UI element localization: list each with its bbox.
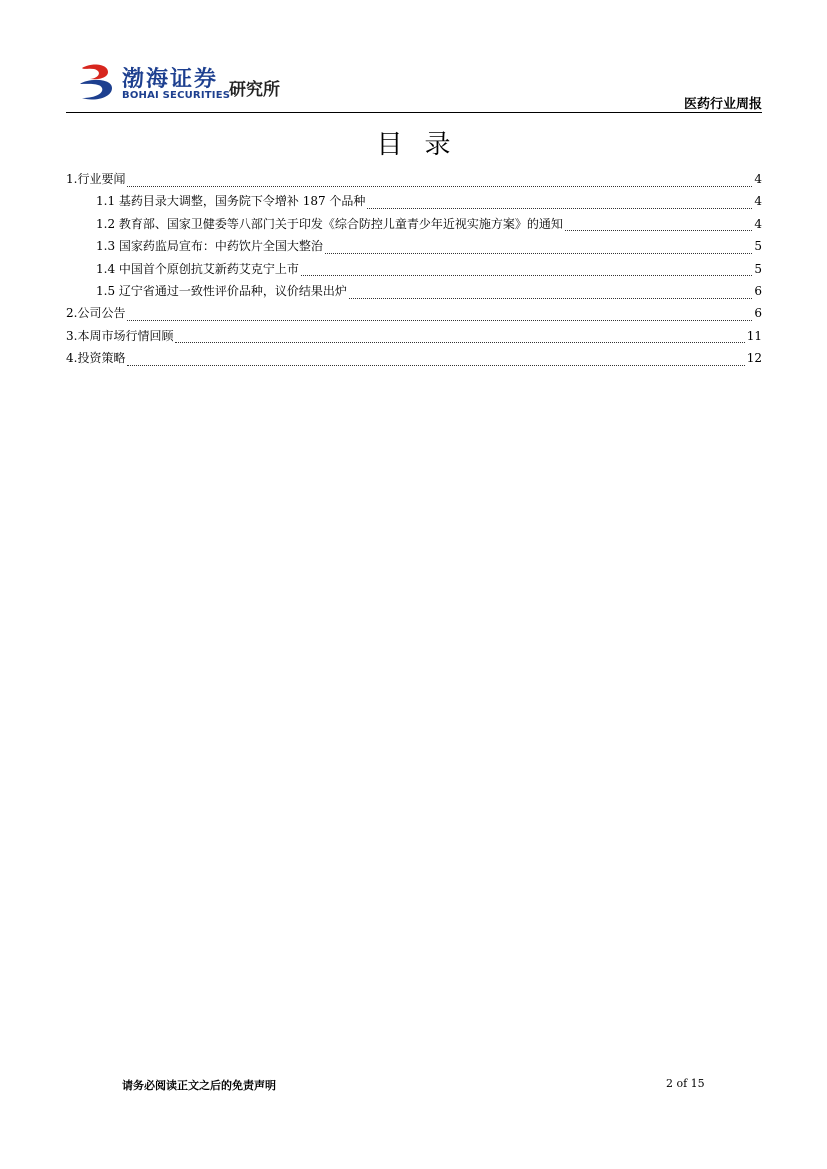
toc-entry[interactable] [66, 258, 762, 280]
toc-entry-page[interactable]: 4 [754, 194, 762, 209]
toc-entry[interactable] [66, 325, 762, 347]
page-indicator: 2 of 15 [666, 1077, 705, 1090]
toc-leader-dots [349, 286, 752, 299]
toc-entry[interactable] [66, 213, 762, 235]
logo-subtitle: 研究所 [229, 80, 280, 100]
page-title: 目录 [376, 130, 473, 160]
toc-entry-page[interactable]: 6 [754, 306, 762, 321]
toc-entry[interactable] [66, 168, 762, 190]
toc-entry[interactable] [66, 347, 762, 369]
toc-entry[interactable] [66, 190, 762, 212]
toc-entry-label[interactable]: 4.投资策略 [66, 351, 126, 366]
toc-entry-label[interactable]: 1.行业要闻 [66, 172, 126, 186]
header-divider [66, 112, 762, 113]
toc-entry[interactable] [66, 235, 762, 257]
bohai-logo-icon [78, 62, 114, 102]
toc-entry-page[interactable]: 6 [754, 283, 762, 298]
toc-entry-page[interactable]: 4 [754, 172, 762, 186]
toc-entry-label[interactable]: 1.2 教育部、国家卫健委等八部门关于印发《综合防控儿童青少年近视实施方案》的通知 [96, 216, 563, 231]
logo-english-name: BOHAI SECURITIES [122, 90, 231, 101]
toc-entry[interactable] [66, 280, 762, 302]
report-type: 医药行业周报 [683, 97, 762, 112]
logo-chinese-name: 渤海证券 [122, 66, 219, 92]
toc-leader-dots [325, 241, 752, 254]
toc-entry-label[interactable]: 1.3 国家药监局宣布：中药饮片全国大整治 [96, 239, 323, 254]
toc-entry-page[interactable]: 5 [754, 261, 762, 276]
toc-leader-dots [301, 263, 752, 276]
toc-leader-dots [367, 196, 752, 209]
toc-leader-dots [127, 353, 744, 366]
page-header [66, 60, 762, 112]
toc-leader-dots [127, 308, 752, 321]
toc-leader-dots [175, 330, 744, 343]
toc-leader-dots [565, 218, 752, 231]
toc-entry-page[interactable]: 12 [746, 351, 762, 366]
toc-entry-page[interactable]: 4 [754, 216, 762, 231]
toc-entry-label[interactable]: 1.5 辽宁省通过一致性评价品种，议价结果出炉 [96, 283, 347, 298]
toc-entry[interactable] [66, 302, 762, 324]
toc-entry-page[interactable]: 11 [746, 328, 762, 343]
toc-entry-page[interactable]: 5 [754, 239, 762, 254]
toc-entry-label[interactable]: 3.本周市场行情回顾 [66, 328, 174, 343]
toc-entry-label[interactable]: 1.4 中国首个原创抗艾新药艾克宁上市 [96, 261, 299, 276]
toc-entry-label[interactable]: 2.公司公告 [66, 306, 126, 321]
toc-entry-label[interactable]: 1.1 基药目录大调整，国务院下令增补 187 个品种 [96, 194, 366, 209]
toc-leader-dots [127, 174, 752, 187]
table-of-contents [66, 168, 762, 370]
footer-disclaimer: 请务必阅读正文之后的免责声明 [122, 1079, 276, 1092]
